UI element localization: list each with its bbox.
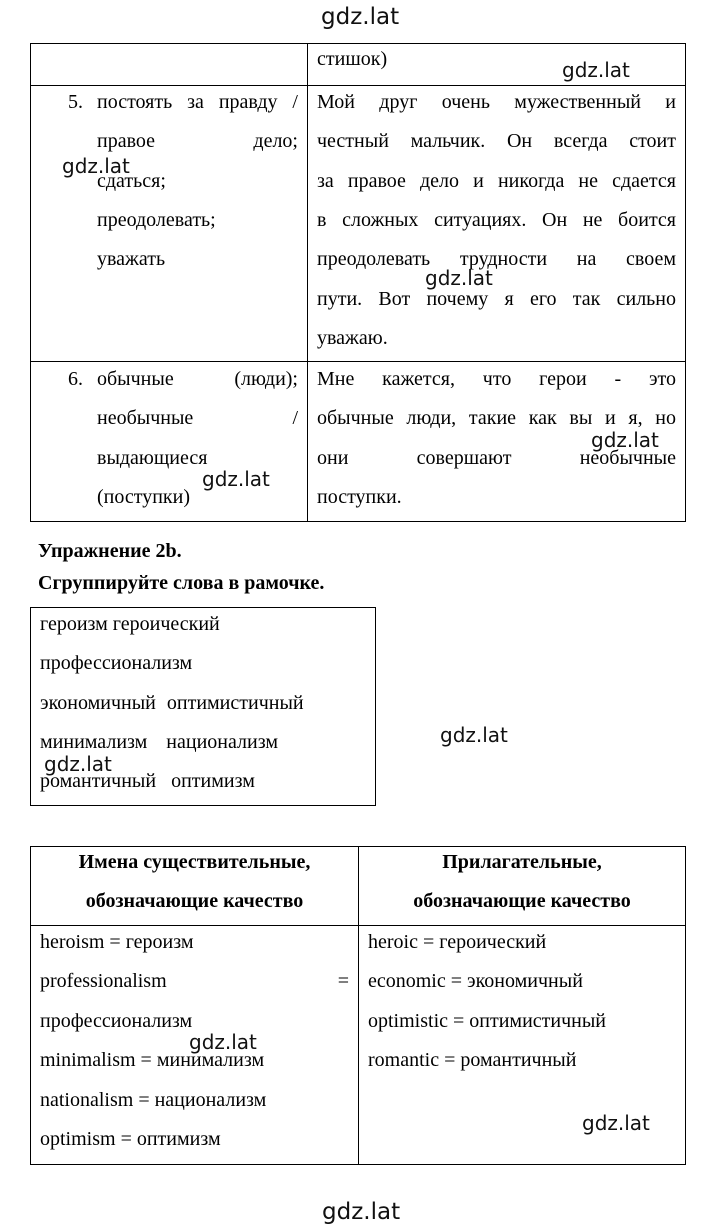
watermark: gdz.lat bbox=[425, 266, 493, 290]
table2-adjective-line-4: romantic = романтичный bbox=[368, 1049, 577, 1071]
row5-right-line-5: преодолевать трудности на своем bbox=[317, 248, 676, 270]
table2-noun-line-4: minimalism = минимализм bbox=[40, 1049, 265, 1071]
word-box-line-4: минимализм национализм bbox=[40, 731, 278, 753]
row5-left-line-3: сдаться; bbox=[97, 170, 166, 192]
table2-header-nouns-line-2: обозначающие качество bbox=[85, 890, 304, 912]
table2-header-nouns-line-1: Имена существительные, bbox=[78, 851, 311, 873]
row6-left-line-1: обычные (люди); bbox=[97, 368, 298, 390]
watermark: gdz.lat bbox=[562, 58, 630, 82]
table1-prev-row-text: стишок) bbox=[317, 48, 388, 70]
row5-right-line-3: за правое дело и никогда не сдается bbox=[317, 170, 676, 192]
table2-noun-line-2: professionalism = bbox=[40, 970, 349, 992]
row5-left-line-2: правое дело; bbox=[97, 130, 298, 152]
table2-noun-line-6: optimism = оптимизм bbox=[40, 1128, 221, 1150]
table2-adjective-line-3: optimistic = оптимистичный bbox=[368, 1010, 607, 1032]
row6-left-line-3: выдающиеся bbox=[97, 447, 208, 469]
table2-noun-line-1: heroism = героизм bbox=[40, 931, 194, 953]
watermark: gdz.lat bbox=[440, 723, 508, 747]
row5-left-line-1: постоять за правду / bbox=[97, 91, 298, 113]
watermark: gdz.lat bbox=[202, 467, 270, 491]
watermark: gdz.lat bbox=[591, 428, 659, 452]
table2-header-divider bbox=[30, 925, 686, 926]
row5-left-line-5: уважать bbox=[97, 248, 166, 270]
row6-left-line-2: необычные / bbox=[97, 407, 298, 429]
word-box-line-3: экономичный оптимистичный bbox=[40, 692, 304, 714]
row5-right-line-4: в сложных ситуациях. Он не боится bbox=[317, 209, 676, 231]
word-box-line-5: романтичный оптимизм bbox=[40, 770, 255, 792]
row6-number: 6. bbox=[68, 368, 83, 390]
watermark: gdz.lat bbox=[62, 154, 130, 178]
row6-right-line-4: поступки. bbox=[317, 486, 402, 508]
watermark: gdz.lat bbox=[582, 1111, 650, 1135]
watermark: gdz.lat bbox=[44, 752, 112, 776]
exercise-instruction: Сгруппируйте слова в рамочке. bbox=[38, 572, 325, 594]
row5-right-line-7: уважаю. bbox=[317, 327, 388, 349]
row5-right-line-2: честный мальчик. Он всегда стоит bbox=[317, 130, 676, 152]
watermark: gdz.lat bbox=[189, 1030, 257, 1054]
row5-number: 5. bbox=[68, 91, 83, 113]
table2-noun-line-5: nationalism = национализм bbox=[40, 1089, 267, 1111]
table1-row-divider-1 bbox=[30, 85, 686, 86]
watermark-top: gdz.lat bbox=[321, 4, 400, 30]
table2-adjective-line-2: economic = экономичный bbox=[368, 970, 583, 992]
word-box-line-1: героизм героический bbox=[40, 613, 220, 635]
watermark-bottom: gdz.lat bbox=[322, 1199, 401, 1225]
table1-row-divider-2 bbox=[30, 361, 686, 362]
row5-left-line-4: преодолевать; bbox=[97, 209, 216, 231]
table1-column-divider bbox=[307, 43, 308, 522]
exercise-heading: Упражнение 2b. bbox=[38, 540, 182, 562]
row6-left-line-4: (поступки) bbox=[97, 486, 190, 508]
row6-right-line-3: они совершают необычные bbox=[317, 447, 676, 469]
row6-right-line-1: Мне кажется, что герои - это bbox=[317, 368, 676, 390]
table2-header-adjectives-line-2: обозначающие качество bbox=[413, 890, 631, 912]
row5-right-line-6: пути. Вот почему я его так сильно bbox=[317, 288, 676, 310]
table2-adjective-line-1: heroic = героический bbox=[368, 931, 547, 953]
row5-right-line-1: Мой друг очень мужественный и bbox=[317, 91, 676, 113]
table2-header-adjectives-line-1: Прилагательные, bbox=[442, 851, 602, 873]
table2-noun-line-3: профессионализм bbox=[40, 1010, 193, 1032]
row6-right-line-2: обычные люди, такие как вы и я, но bbox=[317, 407, 676, 429]
word-box-line-2: профессионализм bbox=[40, 652, 193, 674]
